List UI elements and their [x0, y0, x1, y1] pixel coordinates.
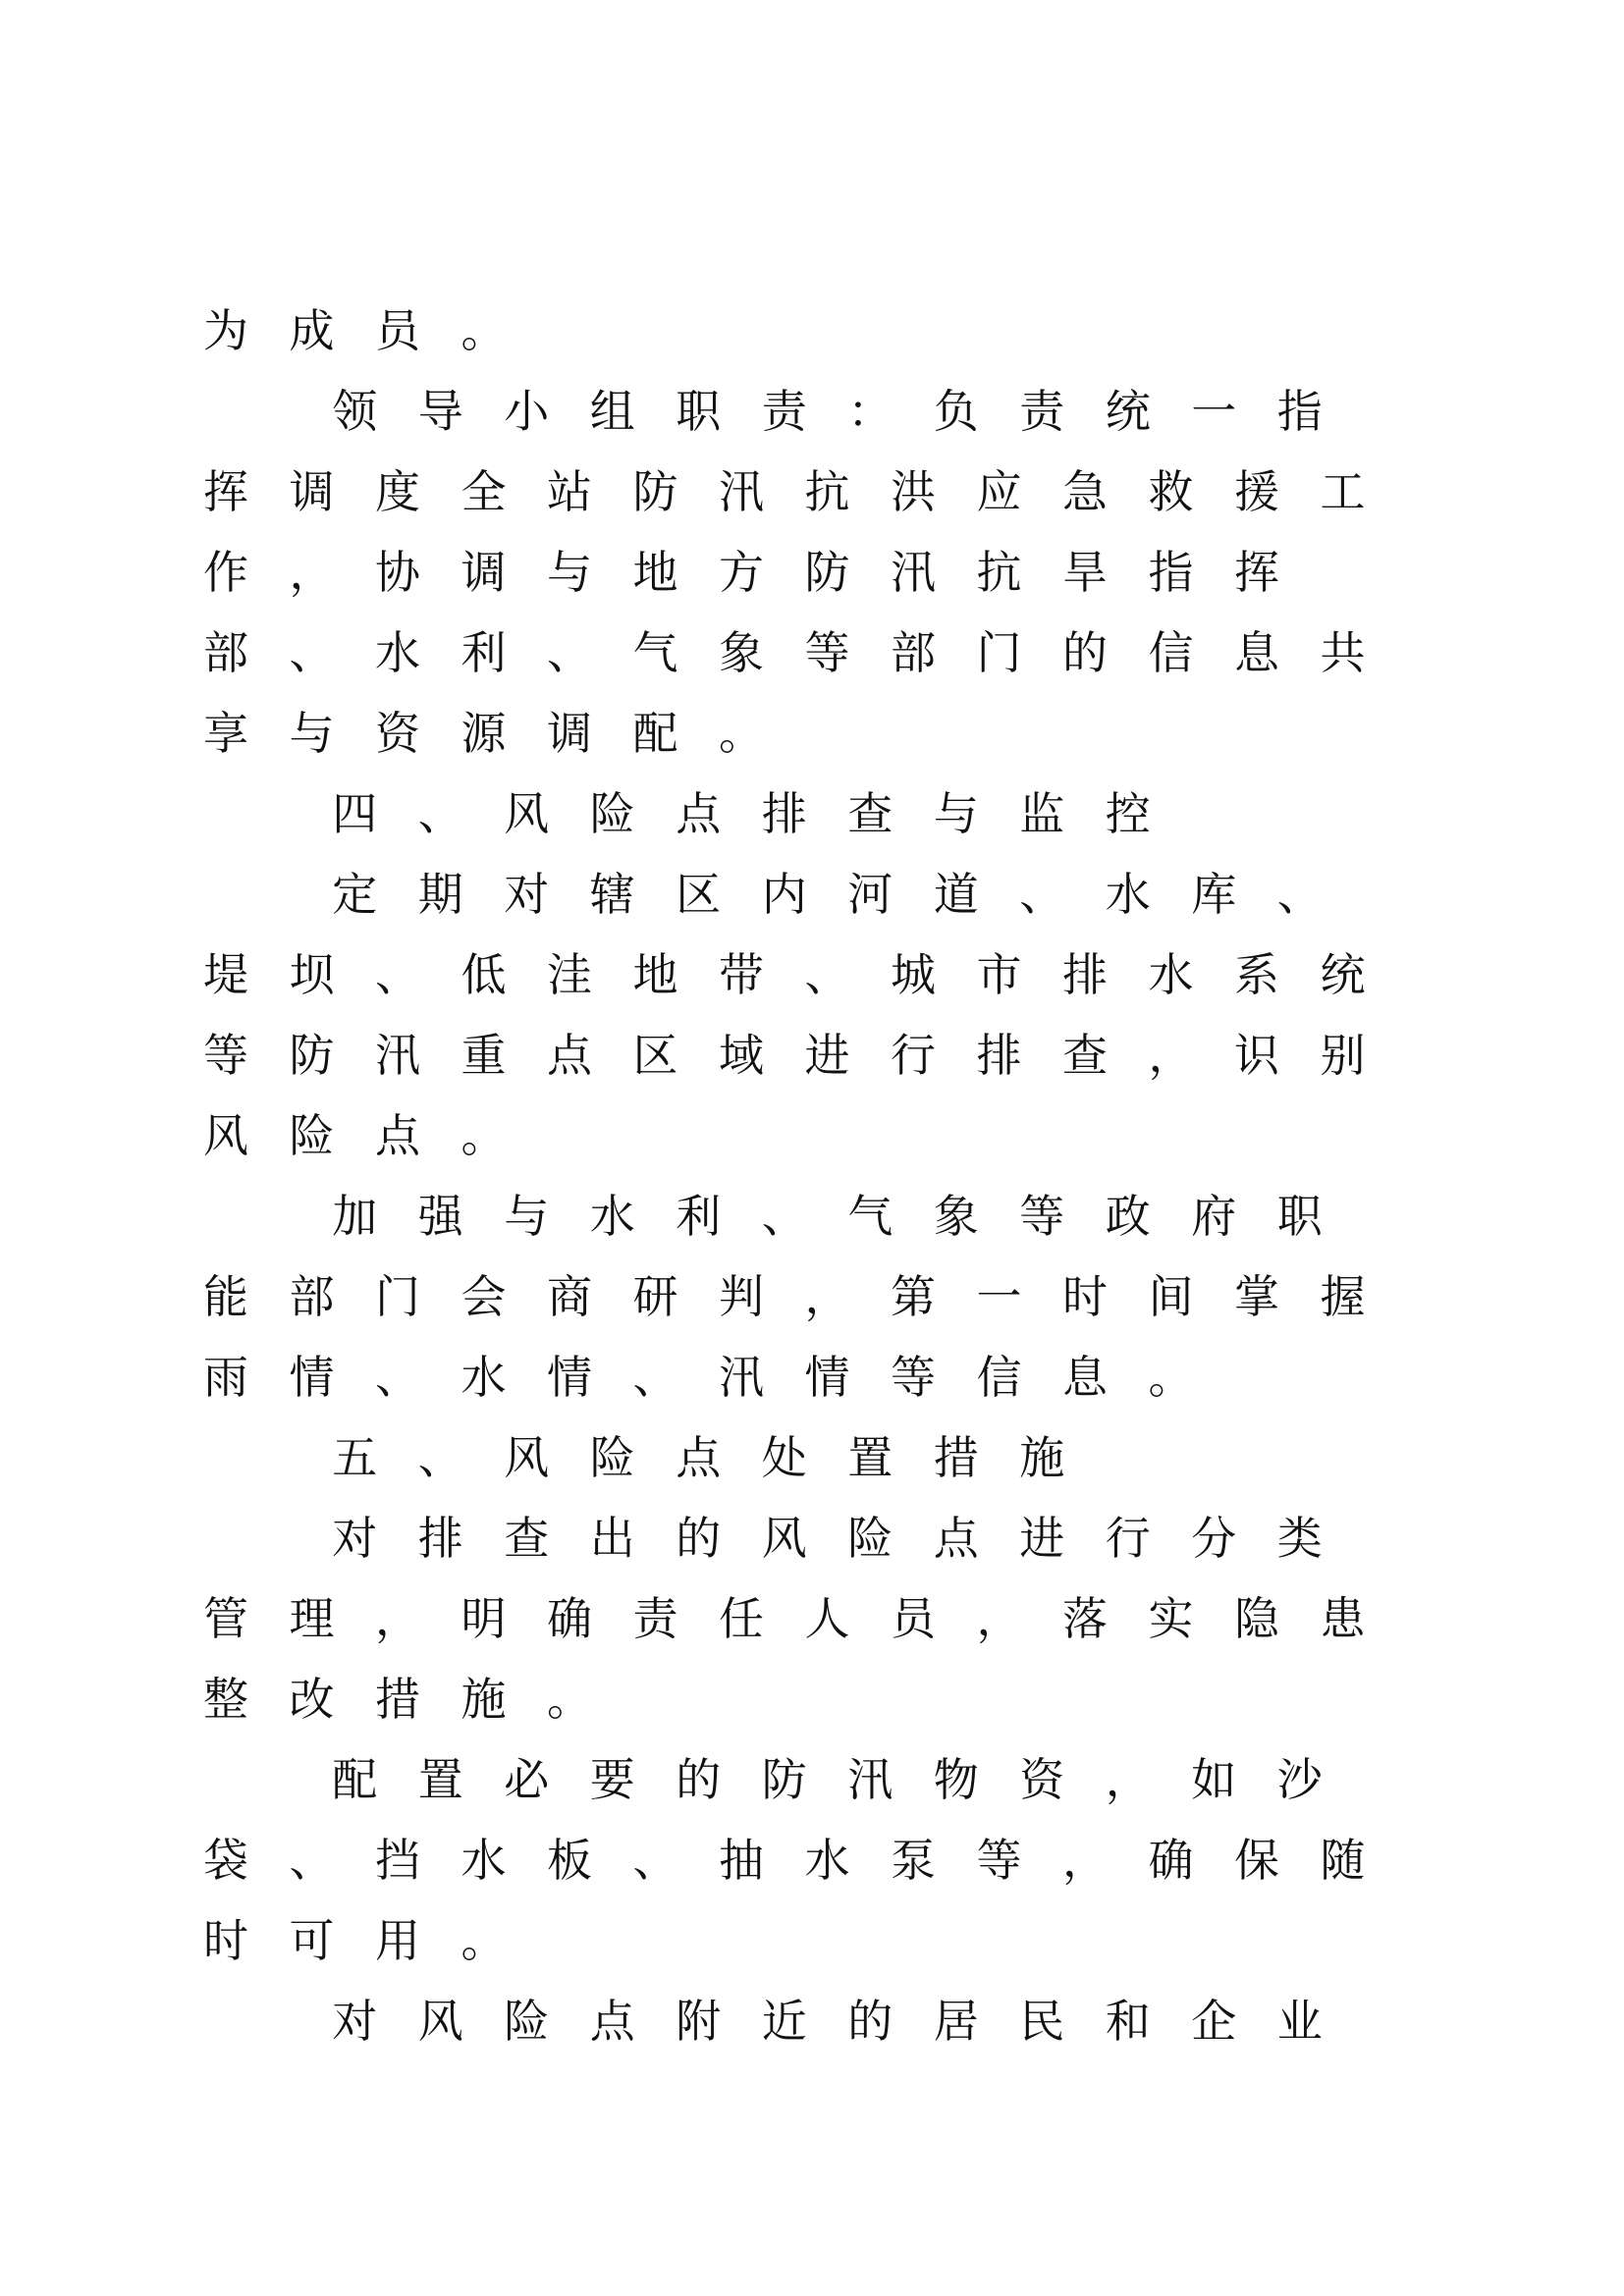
section-heading: 五 、 风 险 点 处 置 措 施 [332, 1431, 1065, 1484]
text-line: 挥 调 度 全 站 防 汛 抗 洪 应 急 救 援 工 [203, 465, 1366, 518]
text-line: 对 排 查 出 的 风 险 点 进 行 分 类 [332, 1512, 1323, 1565]
text-line: 配 置 必 要 的 防 汛 物 资 ， 如 沙 [332, 1753, 1323, 1806]
text-line: 为 成 员 。 [203, 304, 507, 357]
text-line: 加 强 与 水 利 、 气 象 等 政 府 职 [332, 1190, 1323, 1243]
text-line: 享 与 资 源 调 配 。 [203, 707, 764, 760]
section-heading: 四 、 风 险 点 排 查 与 监 控 [332, 787, 1151, 840]
text-line: 等 防 汛 重 点 区 域 进 行 排 查 ， 识 别 [203, 1029, 1366, 1082]
text-line: 部 、 水 利 、 气 象 等 部 门 的 信 息 共 [203, 626, 1366, 679]
text-line: 定 期 对 辖 区 内 河 道 、 水 库 、 [332, 868, 1323, 921]
text-line: 能 部 门 会 商 研 判 ， 第 一 时 间 掌 握 [203, 1270, 1366, 1323]
text-line: 管 理 ， 明 确 责 任 人 员 ， 落 实 隐 患 [203, 1592, 1366, 1645]
text-line: 时 可 用 。 [203, 1914, 507, 1967]
text-line: 作 ， 协 调 与 地 方 防 汛 抗 旱 指 挥 [203, 546, 1279, 599]
text-line: 对 风 险 点 附 近 的 居 民 和 企 业 [332, 1995, 1323, 2048]
text-line: 堤 坝 、 低 洼 地 带 、 城 市 排 水 系 统 [203, 948, 1366, 1001]
text-line: 整 改 措 施 。 [203, 1673, 592, 1726]
text-line: 袋 、 挡 水 板 、 抽 水 泵 等 ， 确 保 随 [203, 1834, 1366, 1887]
text-line: 风 险 点 。 [203, 1109, 507, 1162]
text-line: 领 导 小 组 职 责 ： 负 责 统 一 指 [332, 385, 1323, 438]
text-line: 雨 情 、 水 情 、 汛 情 等 信 息 。 [203, 1351, 1194, 1404]
